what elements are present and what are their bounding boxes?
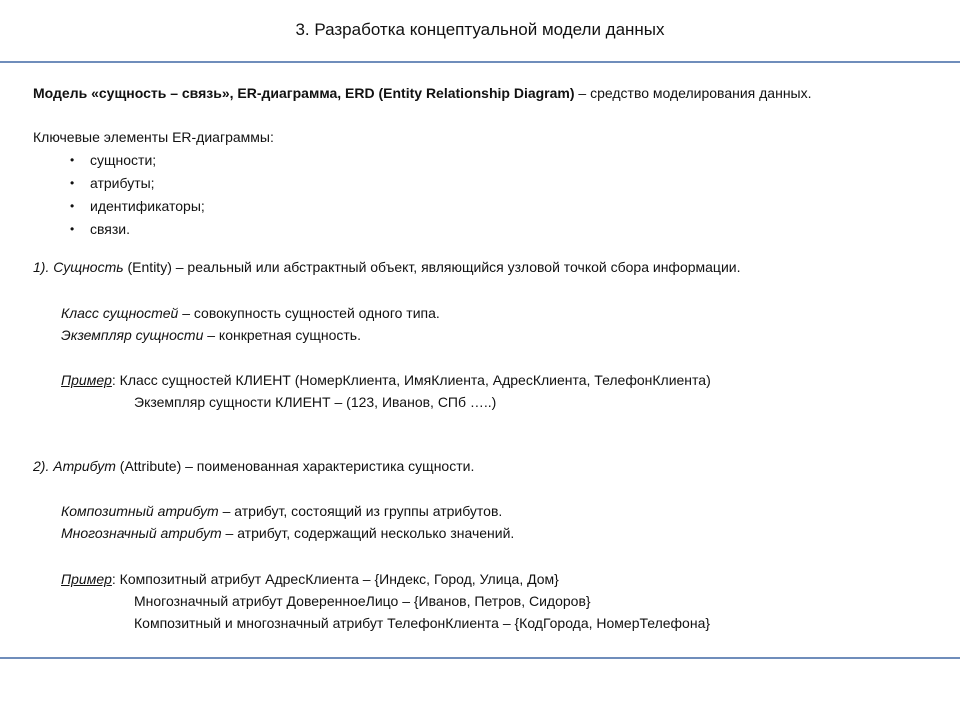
entity-class-definition xyxy=(61,303,440,323)
bullet-marker: • xyxy=(70,176,75,190)
attribute-rest: (Attribute) – поименованная характеристика сущности. xyxy=(115,458,475,474)
slide-title: 3. Разработка концептуальной модели данных xyxy=(295,20,665,39)
attribute-term: Атрибут xyxy=(53,458,116,474)
bullet-marker: • xyxy=(70,199,75,213)
entity-example-line1: : Класс сущностей КЛИЕНТ (НомерКлиента, ИмяКлиента, АдресКлиента, ТелефонКлиента) xyxy=(111,372,711,388)
entity-example-line2: Экземпляр сущности КЛИЕНТ – (123, Иванов, СПб …..) xyxy=(134,394,497,410)
intro-definition xyxy=(33,83,812,103)
entity-class-rest: – совокупность сущностей одного типа. xyxy=(178,305,440,321)
key-elements-heading: Ключевые элементы ER-диаграммы: xyxy=(33,129,274,145)
intro-rest: – средство моделирования данных. xyxy=(574,85,812,101)
composite-attribute-definition xyxy=(61,501,502,521)
entity-example xyxy=(61,370,711,390)
entity-rest: (Entity) – реальный или абстрактный объект, являющийся узловой точкой сбора информации. xyxy=(123,259,741,275)
attribute-definition xyxy=(33,456,474,476)
entity-class-term: Класс сущностей xyxy=(61,305,179,321)
attribute-example-line1: : Композитный атрибут АдресКлиента – {Индекс, Город, Улица, Дом} xyxy=(111,571,559,587)
attribute-example xyxy=(61,569,559,589)
entity-instance-term: Экземпляр сущности xyxy=(61,327,204,343)
bottom-divider xyxy=(0,657,960,659)
composite-attribute-rest: – атрибут, состоящий из группы атрибутов. xyxy=(218,503,503,519)
entity-example-label: Пример xyxy=(61,372,112,388)
list-item: связи. xyxy=(90,221,130,237)
attribute-example-label: Пример xyxy=(61,571,112,587)
list-item: сущности; xyxy=(90,152,157,168)
entity-instance-definition xyxy=(61,325,361,345)
multivalued-attribute-rest: – атрибут, содержащий несколько значений. xyxy=(221,525,515,541)
multivalued-attribute-term: Многозначный атрибут xyxy=(61,525,222,541)
entity-instance-rest: – конкретная сущность. xyxy=(203,327,361,343)
bullet-marker: • xyxy=(70,222,75,236)
attribute-example-line2: Многозначный атрибут ДоверенноеЛицо – {Иванов, Петров, Сидоров} xyxy=(134,593,591,609)
list-item: идентификаторы; xyxy=(90,198,205,214)
entity-prefix: 1). xyxy=(33,259,54,275)
attribute-prefix: 2). xyxy=(33,458,54,474)
multivalued-attribute-definition xyxy=(61,523,514,543)
intro-term: Модель «сущность – связь», ER-диаграмма, ERD (Entity Relationship Diagram) xyxy=(33,85,575,101)
list-item: атрибуты; xyxy=(90,175,155,191)
bullet-marker: • xyxy=(70,153,75,167)
entity-definition xyxy=(33,257,740,277)
entity-term: Сущность xyxy=(53,259,124,275)
top-divider xyxy=(0,61,960,63)
attribute-example-line3: Композитный и многозначный атрибут ТелефонКлиента – {КодГорода, НомерТелефона} xyxy=(134,615,711,631)
composite-attribute-term: Композитный атрибут xyxy=(61,503,219,519)
